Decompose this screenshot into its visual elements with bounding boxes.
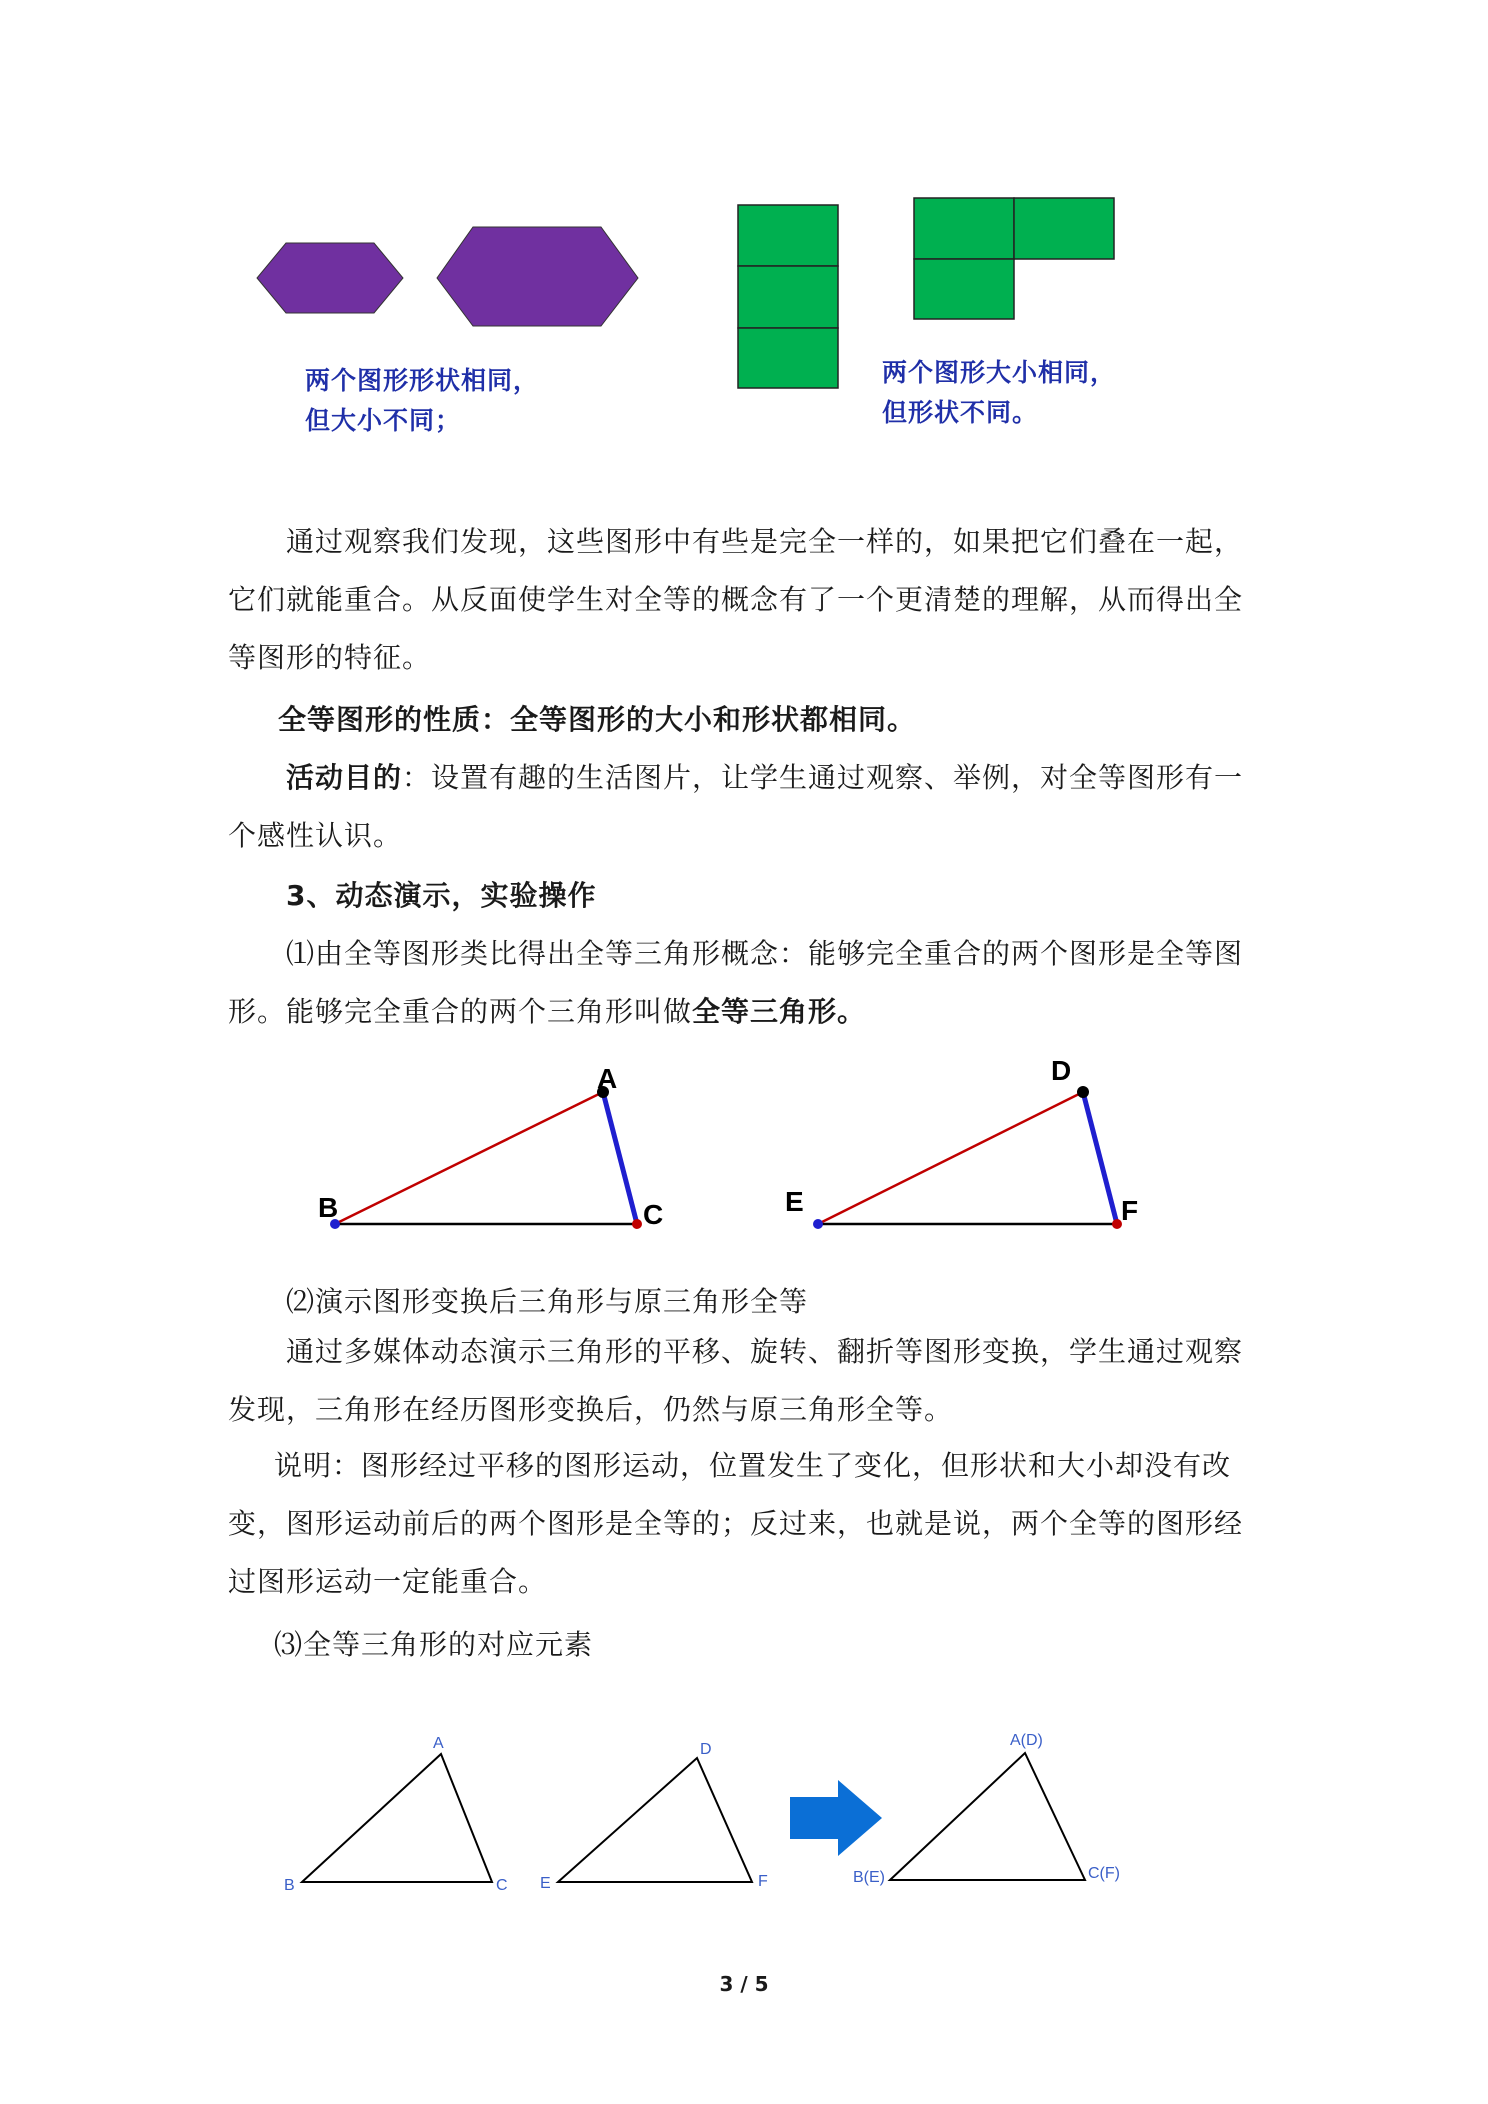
tri2-label-f: F <box>758 1873 768 1890</box>
paragraph-explanation: 说明：图形经过平移的图形运动，位置发生了变化，但形状和大小却没有改变，图形运动前后的两个图形是全等的；反过来，也就是说，两个全等的图形经过图形运动一定能重合。 <box>228 1449 1244 1598</box>
caption-left <box>305 361 539 441</box>
caption-right-line2: 但形状不同。 <box>882 398 1039 427</box>
triangle-overlap <box>890 1753 1085 1880</box>
vertical-square-2 <box>738 266 838 328</box>
vertical-square-3 <box>738 328 838 388</box>
paragraph-activity-purpose <box>228 749 1270 865</box>
figure-triangles-overlap <box>0 1720 1488 1900</box>
caption-left-line1: 两个图形形状相同， <box>305 366 540 395</box>
paragraph-congruent-definition <box>228 925 1270 1041</box>
label-e: E <box>785 1186 804 1217</box>
caption-right <box>882 353 1116 433</box>
right-arrow-icon <box>790 1780 882 1856</box>
paragraph-observation: 通过观察我们发现，这些图形中有些是完全一样的，如果把它们叠在一起，它们就能重合。从反面使学生对全等的概念有了一个更清楚的理解，从而得出全等图形的特征。 <box>228 525 1244 674</box>
tri2-label-d: D <box>700 1741 712 1758</box>
small-hexagon <box>257 243 403 313</box>
tri3-label-cf: C(F) <box>1088 1865 1120 1882</box>
vertical-square-1 <box>738 205 838 266</box>
figure-shapes <box>0 190 1488 450</box>
section-heading: 3、动态演示，实验操作 <box>286 879 597 912</box>
point-c-dot <box>632 1219 642 1229</box>
paragraph-multimedia: 通过多媒体动态演示三角形的平移、旋转、翻折等图形变换，学生通过观察发现，三角形在经历图形变换后，仍然与原三角形全等。 <box>228 1335 1244 1426</box>
l-shape-square-1 <box>914 198 1014 259</box>
tri3-label-be: B(E) <box>853 1869 885 1886</box>
page-number: 3 / 5 <box>719 1972 769 1996</box>
label-c: C <box>643 1199 664 1230</box>
point-d-dot <box>1077 1086 1089 1098</box>
side-ac <box>603 1092 637 1224</box>
figure-triangles-colored <box>0 1050 1488 1240</box>
label-a: A <box>597 1063 618 1094</box>
l-shape-square-2 <box>1014 198 1114 259</box>
label-b: B <box>318 1192 339 1223</box>
triangle-abc <box>302 1754 492 1882</box>
definition-text: ⑴由全等图形类比得出全等三角形概念：能够完全重合的两个图形是全等图形。能够完全重合的两个三角形叫做 <box>228 937 1244 1028</box>
l-shape-square-3 <box>914 259 1014 319</box>
activity-purpose-label: 活动目的 <box>286 761 403 794</box>
large-hexagon <box>437 227 638 326</box>
caption-right-line1: 两个图形大小相同， <box>882 358 1117 387</box>
tri1-label-b: B <box>284 1877 295 1894</box>
tri3-label-ad: A(D) <box>1010 1732 1043 1749</box>
activity-purpose-text: ：设置有趣的生活图片，让学生通过观察、举例，对全等图形有一个感性认识。 <box>228 761 1244 852</box>
side-df <box>1083 1092 1117 1224</box>
paragraph-corresponding-elements: ⑶全等三角形的对应元素 <box>274 1628 594 1661</box>
label-f: F <box>1121 1195 1139 1226</box>
caption-left-line2: 但大小不同； <box>305 406 462 435</box>
triangle-def <box>558 1758 752 1882</box>
point-e-dot <box>813 1219 823 1229</box>
side-de <box>818 1092 1083 1224</box>
side-ab <box>335 1092 603 1224</box>
label-d: D <box>1051 1055 1072 1086</box>
tri2-label-e: E <box>540 1875 551 1892</box>
paragraph-property: 全等图形的性质：全等图形的大小和形状都相同。 <box>278 703 917 736</box>
tri1-label-a: A <box>433 1735 444 1752</box>
paragraph-transform-demo: ⑵演示图形变换后三角形与原三角形全等 <box>286 1285 809 1318</box>
definition-term: 全等三角形。 <box>692 995 867 1028</box>
tri1-label-c: C <box>496 1877 508 1894</box>
